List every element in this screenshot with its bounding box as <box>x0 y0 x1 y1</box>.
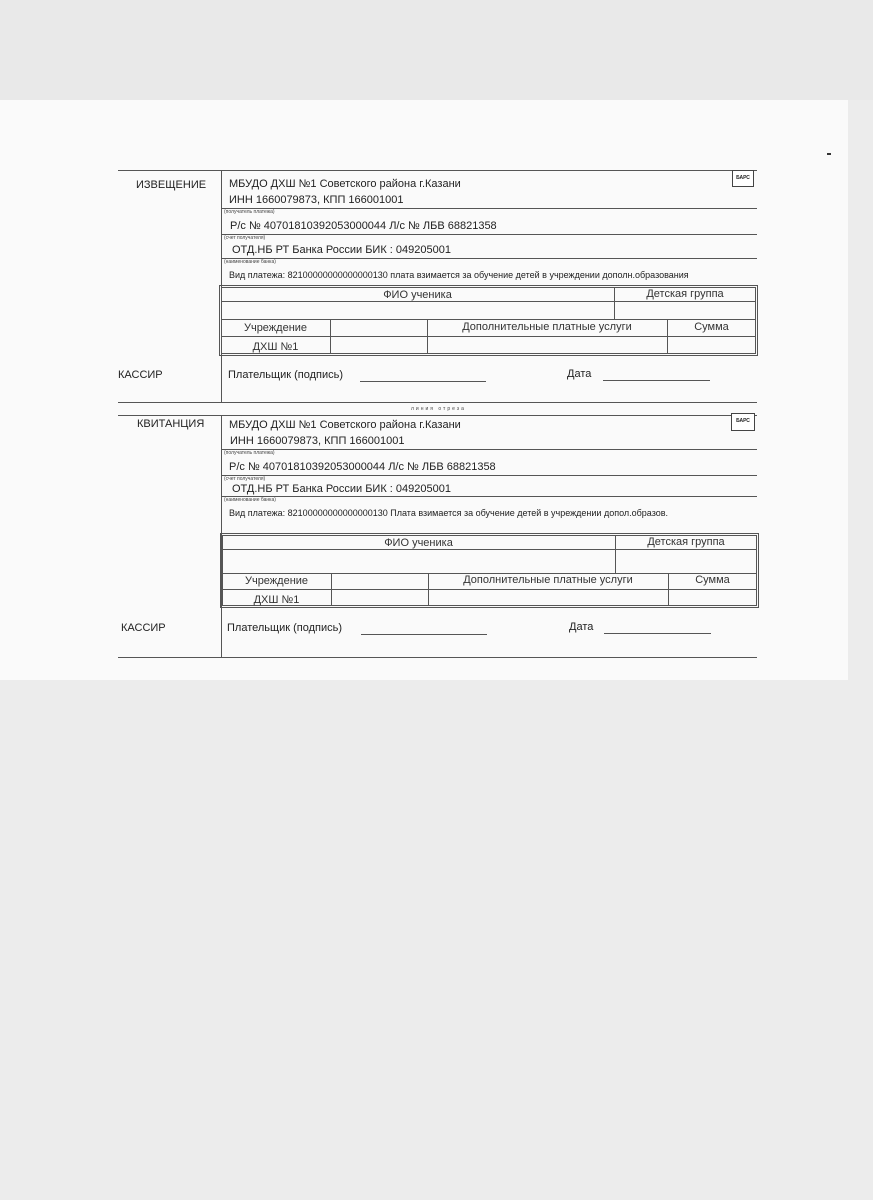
date-line[interactable] <box>603 380 710 381</box>
signature-line[interactable] <box>360 381 486 382</box>
group-header: Детская группа <box>646 288 724 300</box>
services-header: Дополнительные платные услуги <box>462 321 632 333</box>
notice-title: ИЗВЕЩЕНИЕ <box>136 179 207 191</box>
table-row-line <box>221 319 756 320</box>
cashier-label: КАССИР <box>121 622 166 634</box>
top-border-line <box>118 170 757 171</box>
sum-header: Сумма <box>695 574 730 586</box>
table-row-line <box>222 589 757 590</box>
cut-line-label: линия отреза <box>411 406 466 412</box>
student-name-header: ФИО ученика <box>384 537 453 549</box>
date-line[interactable] <box>604 633 711 634</box>
date-label: Дата <box>569 621 594 633</box>
bank-underline <box>221 258 757 259</box>
payment-purpose: Вид платежа: 82100000000000000130 Плата взимается за обучение детей в учреждении допол.образов. <box>229 508 669 518</box>
cashier-label: КАССИР <box>118 369 163 381</box>
table-col-line <box>331 573 332 606</box>
table-col-line <box>330 319 331 354</box>
section-divider <box>118 402 757 403</box>
student-name-header: ФИО ученика <box>383 289 452 301</box>
institution-value: ДХШ №1 <box>252 341 299 353</box>
payee-underline <box>221 208 757 209</box>
account-caption: (счет получателя) <box>224 476 266 482</box>
payee-inn-kpp: ИНН 1660079873, КПП 166001001 <box>229 194 404 206</box>
receipt-title: КВИТАНЦИЯ <box>137 418 205 430</box>
payer-signature-label: Плательщик (подпись) <box>227 622 342 634</box>
scan-background <box>0 0 873 100</box>
payment-purpose: Вид платежа: 82100000000000000130 плата взимается за обучение детей в учреждении дополн.образования <box>229 270 689 280</box>
institution-header: Учреждение <box>243 322 308 334</box>
payee-org: МБУДО ДХШ №1 Советского района г.Казани <box>229 178 461 190</box>
payee-underline <box>221 449 757 450</box>
payee-caption: (получатель платежа) <box>224 209 275 215</box>
payee-account: Р/с № 40701810392053000044 Л/с № ЛБВ 68821358 <box>230 220 497 232</box>
institution-value: ДХШ №1 <box>253 594 300 606</box>
bank-caption: (наименование банка) <box>224 259 276 265</box>
payee-bank: ОТД.НБ РТ Банка России БИК : 049205001 <box>232 244 451 256</box>
account-underline <box>221 475 757 476</box>
payee-org: МБУДО ДХШ №1 Советского района г.Казани <box>229 419 461 431</box>
sum-header: Сумма <box>694 321 729 333</box>
table-row-line <box>221 301 756 302</box>
payee-bank: ОТД.НБ РТ Банка России БИК : 049205001 <box>232 483 451 495</box>
bank-underline <box>221 496 757 497</box>
payee-caption: (получатель платежа) <box>224 450 275 456</box>
payee-inn-kpp: ИНН 1660079873, КПП 166001001 <box>230 435 405 447</box>
scan-speck <box>827 153 831 155</box>
cut-line <box>118 415 757 416</box>
bank-caption: (наименование банка) <box>224 497 276 503</box>
institution-header: Учреждение <box>244 575 309 587</box>
bars-logo: БАРС <box>732 170 754 187</box>
bars-logo: БАРС <box>731 413 755 431</box>
account-caption: (счет получателя) <box>224 235 266 241</box>
bottom-border-line <box>118 657 757 658</box>
group-header: Детская группа <box>647 536 725 548</box>
signature-line[interactable] <box>361 634 487 635</box>
payer-signature-label: Плательщик (подпись) <box>228 369 343 381</box>
services-header: Дополнительные платные услуги <box>463 574 633 586</box>
table-row-line <box>221 336 756 337</box>
date-label: Дата <box>567 368 592 380</box>
payee-account: Р/с № 40701810392053000044 Л/с № ЛБВ 68821358 <box>229 461 496 473</box>
table-row-line <box>222 549 757 550</box>
account-underline <box>221 234 757 235</box>
